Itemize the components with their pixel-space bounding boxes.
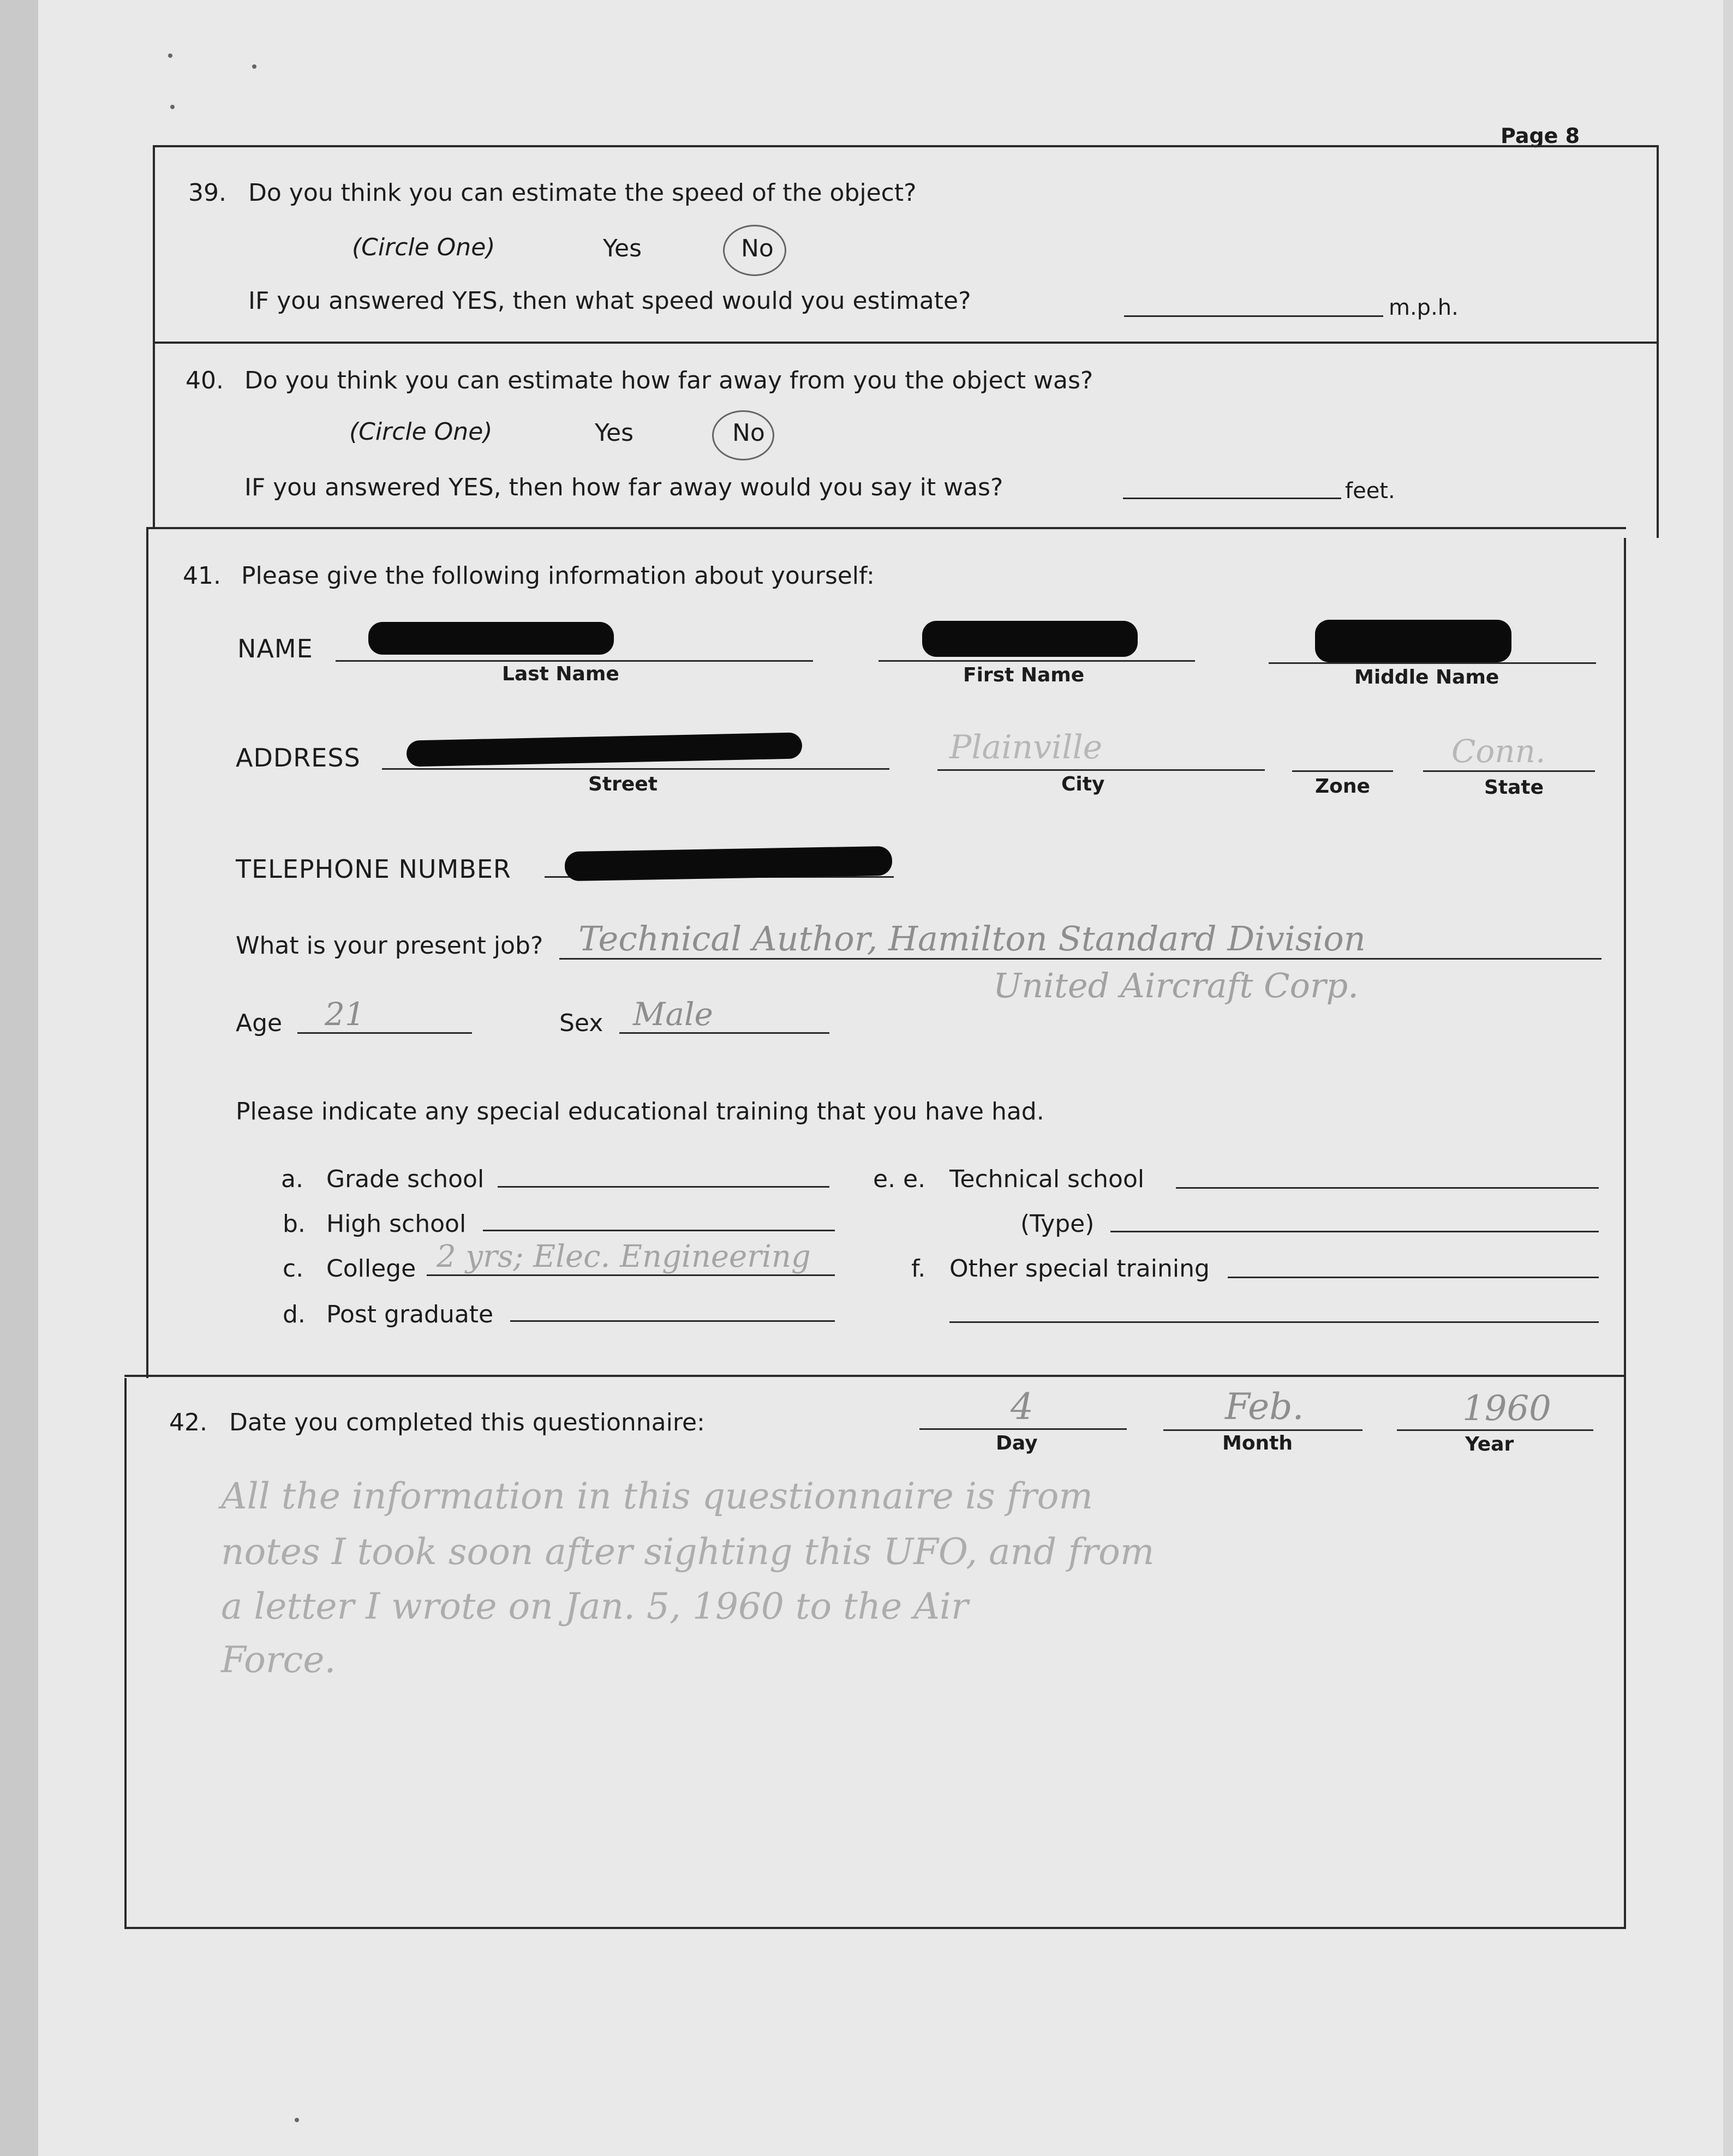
middle-name-redaction [1315,620,1511,662]
education-intro: Please indicate any special educational training that you have had. [236,1098,1044,1125]
sex-label: Sex [559,1009,603,1037]
q39-followup: IF you answered YES, then what speed would you estimate? [248,287,971,315]
q40-no-option: No [732,419,765,447]
q39-question: Do you think you can estimate the speed of the object? [248,179,917,207]
middle-name-line [1269,662,1596,664]
edu-a-line [498,1186,829,1188]
month-caption: Month [1222,1432,1293,1454]
q40-number: 40. [186,367,224,394]
note-line-3: a letter I wrote on Jan. 5, 1960 to the Air [221,1585,969,1627]
age-label: Age [236,1009,283,1037]
state-line [1423,770,1595,772]
city-line [937,769,1265,771]
q40-followup: IF you answered YES, then how far away would you say it was? [244,474,1003,501]
scan-speck [170,105,175,109]
last-name-line [336,660,813,662]
job-handwritten-line1: Technical Author, Hamilton Standard Division [578,919,1366,959]
name-label: NAME [237,634,313,663]
year-caption: Year [1465,1433,1514,1456]
divider-41-42 [124,1375,1626,1377]
first-name-caption: First Name [963,664,1085,686]
year-handwritten-value: 1960 [1462,1388,1551,1429]
edu-d-line [510,1320,835,1322]
edu-b-letter: b. [283,1210,306,1238]
edu-f-label: Other special training [949,1255,1210,1283]
day-caption: Day [996,1432,1038,1454]
q39-no-option: No [741,235,774,262]
telephone-label: TELEPHONE NUMBER [236,854,511,884]
edu-a-letter: a. [281,1165,303,1193]
edu-c-label: College [326,1255,416,1283]
note-line-1: All the information in this questionnaire is from [221,1475,1093,1517]
city-caption: City [1061,773,1105,795]
edu-c-line [427,1274,835,1276]
city-handwritten-value: Plainville [949,728,1103,766]
q41-intro: Please give the following information about yourself: [241,562,875,590]
day-line [919,1428,1127,1430]
frame-left-middle [146,527,148,1378]
q40-no-circle-mark [712,410,774,460]
q40-yes-option: Yes [595,419,634,447]
edu-e-label: Technical school [949,1165,1145,1193]
edu-b-label: High school [326,1210,467,1238]
q39-number: 39. [188,179,226,207]
q39-yes-option: Yes [603,235,642,262]
q39-speed-answer-line [1124,315,1383,317]
edu-type-label: (Type) [1020,1210,1095,1238]
frame-left-upper [153,145,155,527]
street-redaction [407,732,803,766]
age-handwritten-value: 21 [325,996,365,1033]
street-caption: Street [588,773,658,795]
state-caption: State [1484,776,1544,799]
last-name-redaction [368,622,614,655]
frame-top-line [153,145,1659,147]
note-line-4: Force. [221,1639,336,1681]
job-handwritten-line2: United Aircraft Corp. [993,966,1359,1005]
q40-circle-one: (Circle One) [349,418,493,446]
edu-d-letter: d. [283,1301,306,1328]
month-handwritten-value: Feb. [1225,1386,1304,1428]
edu-c-letter: c. [283,1255,304,1283]
q42-number: 42. [169,1409,207,1436]
state-handwritten-value: Conn. [1451,733,1546,770]
edu-d-label: Post graduate [326,1301,494,1328]
note-line-2: notes I took soon after sighting this UFO, and from [221,1531,1155,1573]
street-line [382,768,889,770]
q40-question: Do you think you can estimate how far away from you the object was? [244,367,1093,394]
last-name-caption: Last Name [502,663,619,685]
scan-speck [168,53,172,58]
middle-name-caption: Middle Name [1354,666,1499,688]
edu-f-line [1228,1277,1599,1278]
day-handwritten-value: 4 [1011,1386,1033,1428]
q39-circle-one: (Circle One) [352,233,495,261]
edu-e-letter: e. e. [873,1165,926,1193]
page-number: Page 8 [1501,124,1580,148]
q42-question: Date you completed this questionnaire: [229,1409,705,1436]
edu-c-handwritten-value: 2 yrs; Elec. Engineering [437,1239,811,1274]
divider-40-41 [146,527,1626,529]
first-name-redaction [922,621,1138,657]
age-line [297,1032,472,1034]
q39-no-circle-mark [723,225,786,276]
address-label: ADDRESS [236,743,361,772]
edu-f-letter: f. [911,1255,926,1283]
first-name-line [879,660,1195,662]
frame-right-lower [1624,538,1626,1929]
sex-handwritten-value: Male [633,996,713,1033]
q40-distance-answer-line [1123,498,1341,499]
zone-caption: Zone [1315,775,1370,798]
q40-unit: feet. [1345,478,1395,504]
edu-e-line [1176,1187,1599,1189]
scan-left-edge [0,0,38,2156]
edu-f-extra-line [949,1321,1599,1323]
scan-speck [295,2118,299,2122]
frame-left-lower [124,1378,127,1929]
job-label: What is your present job? [236,932,543,960]
edu-type-line [1110,1231,1599,1232]
frame-bottom-line [124,1927,1626,1929]
q39-unit: m.p.h. [1389,295,1459,320]
month-line [1163,1429,1363,1431]
edu-a-label: Grade school [326,1165,485,1193]
divider-39-40 [153,342,1659,344]
q41-number: 41. [183,562,221,590]
telephone-redaction [565,846,893,881]
year-line [1397,1429,1593,1431]
scan-right-edge [1723,0,1733,2156]
zone-line [1292,770,1393,772]
scan-speck [252,64,256,69]
edu-b-line [483,1230,835,1231]
